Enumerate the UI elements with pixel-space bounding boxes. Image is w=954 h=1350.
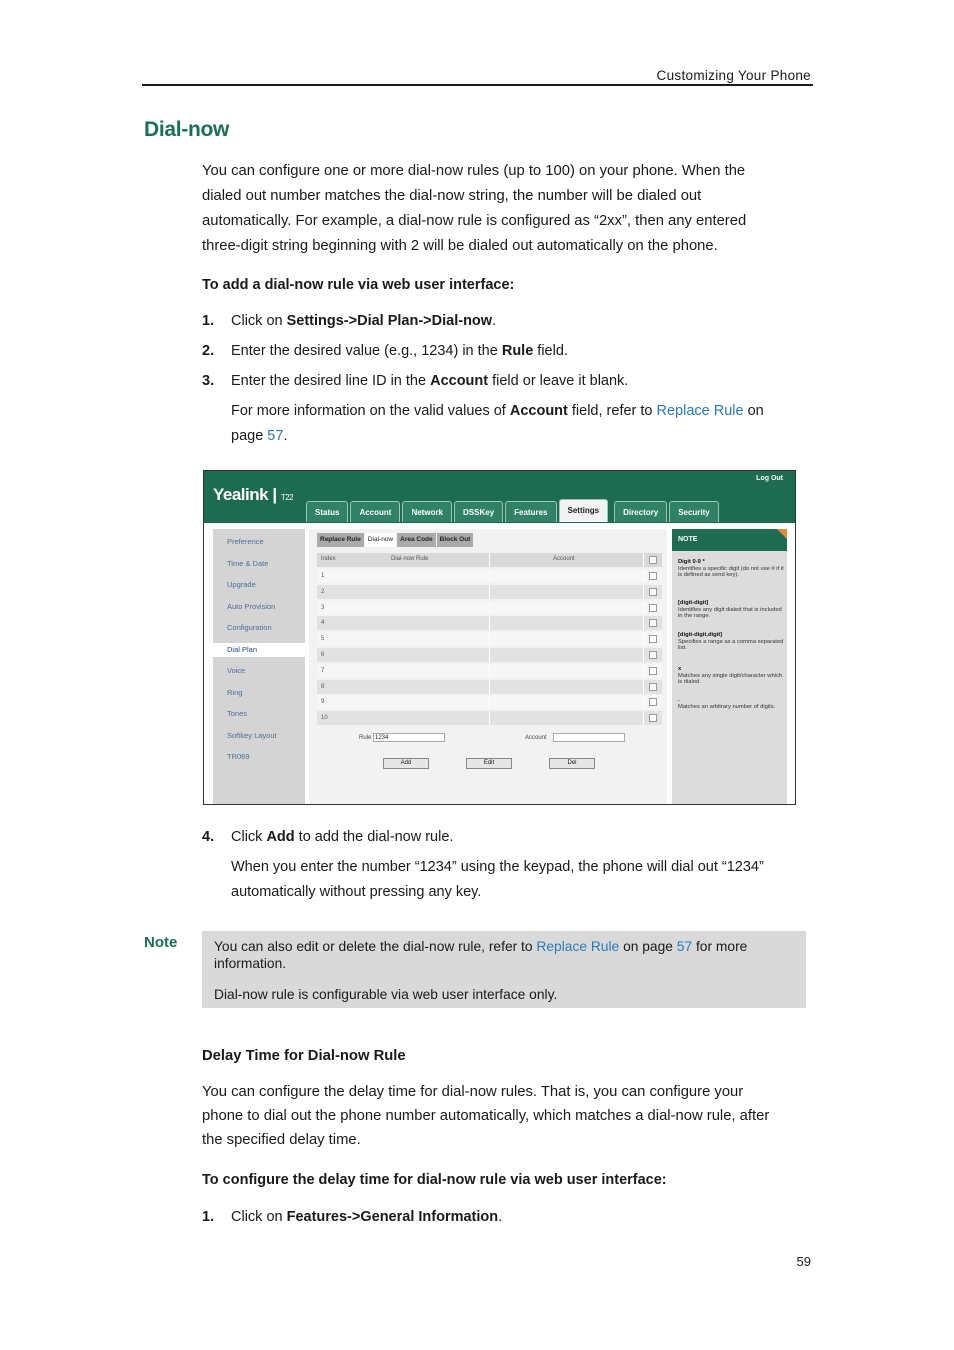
tab-status[interactable]: Status xyxy=(306,501,348,522)
step-number: 2. xyxy=(202,343,215,359)
column-divider xyxy=(489,632,490,646)
detail-text: For more information on the valid values of xyxy=(231,403,510,419)
detail-text: . xyxy=(283,428,288,444)
note-corner xyxy=(777,529,787,539)
subsection-heading: Delay Time for Dial-now Rule xyxy=(202,1048,406,1064)
step-4-detail xyxy=(231,855,816,905)
sidebar-item-preference[interactable]: Preference xyxy=(227,537,264,546)
sidebar-item-time-date[interactable]: Time & Date xyxy=(227,558,269,568)
detail-text: page xyxy=(231,428,268,444)
tab-security[interactable]: Security xyxy=(669,501,719,522)
column-divider xyxy=(489,711,490,725)
edit-button[interactable]: Edit xyxy=(466,758,512,769)
column-divider xyxy=(489,664,490,678)
step-1 xyxy=(202,309,496,334)
main-tabs xyxy=(306,501,721,523)
procedure-heading: To add a dial-now rule via web user interface: xyxy=(202,277,515,293)
left-nav xyxy=(213,529,305,804)
note-paragraph: Dial-now rule is configurable via web user interface only. xyxy=(214,987,558,1002)
column-divider xyxy=(643,664,644,678)
column-divider xyxy=(489,585,490,599)
logout-link[interactable]: Log Out xyxy=(756,475,783,482)
column-divider xyxy=(643,695,644,709)
detail-text: field, refer to xyxy=(567,403,657,419)
sidebar-item-dial-plan[interactable]: Dial Plan xyxy=(213,643,305,657)
sidebar-item-configuration[interactable]: Configuration xyxy=(227,623,272,632)
account-input[interactable] xyxy=(553,733,625,742)
step-text: Enter the desired value (e.g., 1234) in the xyxy=(231,343,502,359)
table-row xyxy=(317,632,662,646)
table-header xyxy=(317,553,662,567)
table-row xyxy=(317,601,662,615)
table-row xyxy=(317,680,662,694)
note-item: x Matches any single digit/character which is dialed. xyxy=(678,666,783,685)
row-checkbox[interactable] xyxy=(649,698,657,706)
section-title: Dial-now xyxy=(144,118,230,141)
tab-account[interactable]: Account xyxy=(350,501,400,522)
subtab-area-code[interactable]: Area Code xyxy=(397,533,436,547)
table-row xyxy=(317,664,662,678)
column-divider xyxy=(643,616,644,630)
row-index: 3 xyxy=(321,604,325,611)
intro-line: You can configure one or more dial-now rules (up to 100) on your phone. When the xyxy=(202,163,746,179)
column-divider xyxy=(489,601,490,615)
page-number: 59 xyxy=(796,1254,811,1269)
column-divider xyxy=(489,569,490,583)
table-row xyxy=(317,648,662,662)
step-2 xyxy=(202,339,568,364)
column-divider xyxy=(643,680,644,694)
step-number: 3. xyxy=(202,373,215,389)
intro-paragraph xyxy=(202,159,814,259)
step-3-detail xyxy=(231,399,816,449)
row-index: 1 xyxy=(321,573,325,579)
header-rule xyxy=(142,84,813,86)
web-ui-screenshot xyxy=(203,470,796,805)
sub-tabs xyxy=(317,533,474,547)
tab-features[interactable]: Features xyxy=(505,501,556,522)
note-label: Note xyxy=(144,934,178,951)
sidebar-item-upgrade[interactable]: Upgrade xyxy=(227,580,256,589)
sidebar-item-tones[interactable]: Tones xyxy=(227,709,248,718)
step-text: . xyxy=(492,313,497,329)
table-row xyxy=(317,695,662,709)
top-bar xyxy=(204,471,795,523)
table-row xyxy=(317,569,662,583)
row-index: 5 xyxy=(321,636,325,643)
row-index: 2 xyxy=(321,588,325,595)
add-button[interactable]: Add xyxy=(383,758,429,769)
field-name: Account xyxy=(509,403,568,419)
step-text: Click on xyxy=(231,1209,287,1225)
step-text: field or leave it blank. xyxy=(488,373,629,389)
step-number: 1. xyxy=(202,1209,215,1225)
step-4 xyxy=(202,825,453,850)
running-header: Customizing Your Phone xyxy=(656,68,811,83)
detail-line: When you enter the number “1234” using the keypad, the phone will dial out “1234” xyxy=(231,859,764,875)
step-text: Enter the desired line ID in the xyxy=(231,373,431,389)
row-index: 10 xyxy=(321,715,328,722)
field-name: Account xyxy=(430,373,489,389)
dial-now-panel xyxy=(309,529,667,804)
intro-line: automatically. For example, a dial-now rule is configured as “2xx”, then any entered xyxy=(202,213,747,229)
menu-path: Settings->Dial Plan->Dial-now xyxy=(286,313,493,329)
select-all-checkbox[interactable] xyxy=(649,556,657,564)
row-checkbox[interactable] xyxy=(649,635,657,643)
note-title: NOTE xyxy=(672,529,787,551)
note-pane xyxy=(672,529,787,804)
column-divider xyxy=(643,601,644,615)
sidebar-item-softkey-layout[interactable]: Softkey Layout xyxy=(227,730,277,740)
row-index: 4 xyxy=(321,620,325,627)
row-checkbox[interactable] xyxy=(649,588,657,596)
row-index: 7 xyxy=(321,667,325,674)
delay-line: You can configure the delay time for dial-now rules. That is, you can configure your xyxy=(202,1084,744,1100)
replace-rule-link[interactable]: Replace Rule xyxy=(656,403,744,419)
note-item: [digit-digit,digit] Specifies a range as a comma separated list. xyxy=(678,632,784,651)
step-text: field. xyxy=(533,343,568,359)
table-row xyxy=(317,616,662,630)
page-57-link[interactable]: 57 xyxy=(267,428,284,444)
button-name: Add xyxy=(266,829,295,845)
row-checkbox[interactable] xyxy=(649,572,657,580)
column-divider xyxy=(643,632,644,646)
sidebar-item-ring[interactable]: Ring xyxy=(227,687,243,697)
rule-label: Rule xyxy=(359,735,372,741)
delete-button[interactable]: Del xyxy=(549,758,595,769)
column-divider xyxy=(489,695,490,709)
intro-line: three-digit string beginning with 2 will be dialed out automatically on the phone. xyxy=(202,238,718,254)
subtab-dial-now[interactable]: Dial-now xyxy=(365,533,396,547)
tab-dsskey[interactable]: DSSKey xyxy=(454,501,503,522)
detail-text: on xyxy=(743,403,764,419)
row-checkbox[interactable] xyxy=(649,683,657,691)
step-3 xyxy=(202,369,628,394)
column-divider xyxy=(489,616,490,630)
column-divider xyxy=(643,585,644,599)
delay-step-1 xyxy=(202,1205,502,1230)
column-index: Index xyxy=(321,556,336,562)
column-divider xyxy=(489,680,490,694)
column-divider xyxy=(643,569,644,583)
row-index: 9 xyxy=(321,699,325,706)
subtab-block-out[interactable]: Block Out xyxy=(437,533,474,547)
column-divider xyxy=(489,648,490,662)
row-checkbox[interactable] xyxy=(649,714,657,722)
note-paragraph: You can also edit or delete the dial-now rule, refer to Replace Rule on page 57 for more information. xyxy=(214,939,748,971)
note-item: [digit-digit] Identifies any digit dialed that is included in the range. xyxy=(678,600,782,619)
yealink-logo: Yealink | T22 xyxy=(213,485,294,504)
procedure-heading: To configure the delay time for dial-now rule via web user interface: xyxy=(202,1172,667,1188)
tab-network[interactable]: Network xyxy=(402,501,452,522)
sidebar-item-tr069[interactable]: TR069 xyxy=(227,752,250,761)
step-text: Click xyxy=(231,829,267,845)
menu-path: Features->General Information xyxy=(286,1209,499,1225)
page-57-link[interactable]: 57 xyxy=(676,939,693,954)
delay-paragraph xyxy=(202,1080,814,1152)
delay-line: the specified delay time. xyxy=(202,1132,361,1148)
table-row xyxy=(317,711,662,725)
field-name: Rule xyxy=(501,343,534,359)
row-checkbox[interactable] xyxy=(649,604,657,612)
row-index: 8 xyxy=(321,683,325,690)
step-text: Click on xyxy=(231,313,287,329)
tab-directory[interactable]: Directory xyxy=(614,501,667,522)
sidebar-item-auto-provision[interactable]: Auto Provision xyxy=(227,601,276,611)
row-checkbox[interactable] xyxy=(649,667,657,675)
column-divider xyxy=(643,711,644,725)
tab-settings[interactable]: Settings xyxy=(559,499,609,522)
rule-input[interactable]: 1234 xyxy=(373,733,445,742)
note-item: Digit 0-9 * Identifies a specific digit (do not use # if it is defined as send key). xyxy=(678,559,784,578)
delay-line: phone to dial out the phone number automatically, which matches a dial-now rule, after xyxy=(202,1108,770,1124)
step-number: 1. xyxy=(202,313,215,329)
column-dial-now-rule: Dial-now Rule xyxy=(391,556,429,562)
step-text: to add the dial-now rule. xyxy=(294,829,454,845)
sidebar-item-voice[interactable]: Voice xyxy=(227,666,246,675)
note-box xyxy=(202,931,806,1008)
subtab-replace-rule[interactable]: Replace Rule xyxy=(317,533,364,547)
column-divider xyxy=(489,553,490,567)
detail-line: automatically without pressing any key. xyxy=(231,884,482,900)
row-checkbox[interactable] xyxy=(649,651,657,659)
row-index: 6 xyxy=(321,652,325,658)
step-number: 4. xyxy=(202,829,215,845)
step-text: . xyxy=(498,1209,503,1225)
replace-rule-link[interactable]: Replace Rule xyxy=(536,939,620,954)
note-item: . Matches an arbitrary number of digits. xyxy=(678,697,776,710)
column-divider xyxy=(643,553,644,567)
intro-line: dialed out number matches the dial-now string, the number will be dialed out xyxy=(202,188,702,204)
column-divider xyxy=(643,648,644,662)
row-checkbox[interactable] xyxy=(649,619,657,627)
column-account: Account xyxy=(553,556,575,562)
table-row xyxy=(317,585,662,599)
account-label: Account xyxy=(525,735,547,741)
